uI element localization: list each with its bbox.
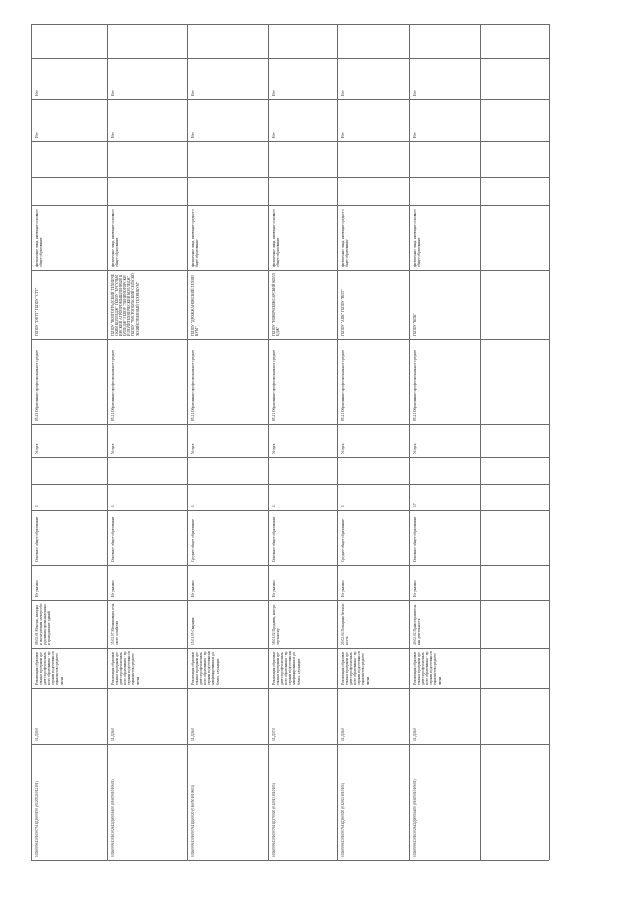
- cell-text: 1: [111, 505, 115, 507]
- table-cell: [410, 142, 479, 176]
- cell-text: 85.21 Образование профессиональное среднее: [272, 349, 276, 421]
- table-cell: [338, 566, 408, 599]
- cell-text: 11.ДЗ7.0: [272, 727, 276, 741]
- table-cell: [338, 511, 408, 564]
- cell-text: 11.ДЗ6.0: [111, 727, 115, 741]
- cell-text: 1: [35, 505, 39, 507]
- cell-text: физические лица, имеющие основное общее образование: [413, 209, 422, 267]
- cell-text: ГБПОУ "КПК": [413, 313, 417, 336]
- cell-text: ГБПОУ "ВОЛГОГРАДСКИЙ ТЕХНИЧЕСКИЙ КОЛЛЕДЖ" ГБПОУ "БУГУЛЬМИНСКИЙ АГРОПРОМЫШЛЕННЫЙ КОЛЛЕДЖ" ГБПОУ "ЛЕНИНОГОРСКИЙ ПОЛИТЕХНИЧЕСКИЙ КОЛЛЕДЖ" ГБПОУ "ЧИСТОПОЛЬСКИЙ СЕЛЬСКОХОЗЯЙСТВЕННЫЙ ТЕХНИКУМ": [111, 273, 140, 336]
- table-cell: [32, 271, 106, 338]
- table-cell: [32, 178, 106, 204]
- table-cell: [108, 178, 186, 204]
- cell-text: Не указано: [35, 580, 39, 597]
- table-cell: [188, 745, 267, 859]
- table-cell: [269, 425, 336, 456]
- cell-text: Услуга: [272, 443, 276, 454]
- table-cell: [188, 100, 267, 140]
- table-cell: [108, 485, 186, 509]
- table-cell: [188, 178, 267, 204]
- cell-text: Услуга: [111, 443, 115, 454]
- table-cell: [269, 25, 336, 57]
- cell-text: Нет: [341, 132, 345, 138]
- table-cell: [108, 59, 186, 98]
- table-cell: [269, 649, 336, 687]
- table-cell: [410, 458, 479, 483]
- cell-text: Среднее общее образование: [191, 519, 195, 562]
- cell-text: ГБПОУ "НОВОЧЕБОКСАРСКИЙ КОЛЛЕДЖ": [272, 273, 281, 336]
- table-cell: [410, 340, 479, 423]
- table-cell: [188, 59, 267, 98]
- table-cell: [410, 689, 479, 743]
- cell-text: Нет: [272, 90, 276, 96]
- table-cell: [338, 458, 408, 483]
- table-cell: [269, 689, 336, 743]
- table-cell: [108, 689, 186, 743]
- table-cell: [32, 206, 106, 269]
- table-cell: [108, 340, 186, 423]
- table-cell: [410, 745, 479, 859]
- table-cell: [338, 485, 408, 509]
- table-cell: [188, 511, 267, 564]
- table-cell: [108, 25, 186, 57]
- table-cell: [338, 649, 408, 687]
- table-cell: [32, 566, 106, 599]
- cell-text: Реализация образовательных программ среднего профессионального образования - программ подготовки квалифицированных рабочих, служащих: [272, 651, 301, 685]
- table-cell: [32, 25, 106, 57]
- cell-text: Нет: [272, 132, 276, 138]
- cell-text: 40.02.02 Правоохранительная деятельность: [413, 604, 422, 645]
- cell-text: Услуга: [413, 443, 417, 454]
- table-cell: [32, 601, 106, 647]
- table-cell: [338, 689, 408, 743]
- table-cell: [32, 59, 106, 98]
- cell-text: Нет: [413, 132, 417, 138]
- table-cell: [410, 59, 479, 98]
- table-cell: [108, 206, 186, 269]
- table-cell: [188, 649, 267, 687]
- table-cell: [269, 142, 336, 176]
- table-cell: [338, 340, 408, 423]
- table-cell: [410, 100, 479, 140]
- cell-text: физические лица, имеющие среднее общее образование: [191, 208, 200, 267]
- table-cell: [410, 601, 479, 647]
- cell-text: физические лица, имеющие основное общее образование: [35, 209, 44, 267]
- cell-text: 1026000613016302612Д60016400 (0160501010601): [111, 779, 115, 857]
- cell-text: Нет: [111, 90, 115, 96]
- table-cell: [410, 511, 479, 564]
- table-cell: [108, 458, 186, 483]
- cell-text: 08.02.01 Монтаж, наладка и эксплуатация электрооборудования промышленных и гражданских зданий: [35, 603, 52, 645]
- cell-text: 38.01.02 Продавец, контролер-кассир: [272, 604, 281, 645]
- table-cell: [108, 745, 186, 859]
- cell-text: ГБПОУ "АПК" ГБПОУ "ВПТ": [341, 289, 345, 336]
- table-cell: [338, 59, 408, 98]
- table-cell: [269, 601, 336, 647]
- table-cell: [188, 142, 267, 176]
- table-cell: [188, 271, 267, 338]
- cell-text: Не указано: [341, 580, 345, 597]
- cell-text: 85.21 Образование профессиональное среднее: [35, 349, 39, 421]
- cell-text: 1026000613016507611ДЗ70020 (0120131010101): [272, 783, 276, 857]
- cell-text: 11.ДЗ0.0: [35, 727, 39, 741]
- table-hline-17: [31, 860, 549, 861]
- cell-text: 20.02.04 Пожарная безопасность: [341, 603, 350, 645]
- table-cell: [269, 340, 336, 423]
- table-cell: [410, 25, 479, 57]
- table-cell: [32, 511, 106, 564]
- table-cell: [269, 100, 336, 140]
- table-cell: [338, 25, 408, 57]
- table-cell: [108, 142, 186, 176]
- table-cell: [188, 458, 267, 483]
- table-cell: [410, 206, 479, 269]
- table-cell: [410, 485, 479, 509]
- table-cell: [269, 485, 336, 509]
- cell-text: Услуга: [191, 443, 195, 454]
- cell-text: 11.ДЗ6.0: [191, 727, 195, 741]
- table-cell: [108, 271, 186, 338]
- cell-text: Нет: [35, 132, 39, 138]
- table-cell: [338, 601, 408, 647]
- cell-text: Не указано: [272, 580, 276, 597]
- table-vline-7: [549, 24, 550, 860]
- cell-text: 85.21 Образование профессиональное среднее: [111, 349, 115, 421]
- cell-text: Нет: [35, 90, 39, 96]
- cell-text: Основное общее образование: [272, 516, 276, 562]
- cell-text: 1026000613016507511ДЗ600150 (0120521012101): [35, 781, 39, 857]
- cell-text: Реализация образовательных программ среднего профессионального образования - программ подготовки квалифицированных рабочих, служащих: [191, 651, 220, 685]
- cell-text: 1026000613016507611Д60020 (0160501010601): [191, 784, 195, 857]
- cell-text: 1026000613016507611ДЗ60020 (0120231010101): [341, 783, 345, 857]
- table-cell: [108, 100, 186, 140]
- table-cell: [269, 178, 336, 204]
- table-cell: [410, 178, 479, 204]
- table-cell: [269, 271, 336, 338]
- table-cell: [410, 425, 479, 456]
- cell-text: Основное общее образование: [35, 516, 39, 562]
- table-cell: [188, 566, 267, 599]
- table-cell: [269, 511, 336, 564]
- table-cell: [32, 100, 106, 140]
- cell-text: 1: [191, 505, 195, 507]
- table-cell: [338, 271, 408, 338]
- table-cell: [108, 566, 186, 599]
- cell-text: Реализация образовательных программ среднего профессионального образования - программ подготовки специалистов среднего звена: [413, 651, 442, 685]
- cell-text: 11.ДЗ6.0: [413, 727, 417, 741]
- table-cell: [32, 142, 106, 176]
- cell-text: 1: [272, 505, 276, 507]
- table-vline-6: [480, 24, 481, 860]
- cell-text: 85.21 Образование профессиональное среднее: [413, 349, 417, 421]
- table-cell: [108, 649, 186, 687]
- table-cell: [188, 601, 267, 647]
- table-cell: [188, 485, 267, 509]
- cell-text: Реализация образовательных программ среднего профессионального образования - программ подготовки специалистов среднего звена: [341, 651, 370, 685]
- cell-text: Нет: [111, 132, 115, 138]
- cell-text: Нет: [413, 90, 417, 96]
- table-cell: [338, 100, 408, 140]
- table-cell: [338, 425, 408, 456]
- table-cell: [32, 745, 106, 859]
- cell-text: Не указано: [191, 580, 195, 597]
- cell-text: 85.21 Образование профессиональное среднее: [341, 349, 345, 421]
- cell-text: Нет: [341, 90, 345, 96]
- table-cell: [338, 142, 408, 176]
- cell-text: физические лица, имеющие основное общее образование: [111, 209, 120, 267]
- table-cell: [188, 340, 267, 423]
- cell-text: ГБПОУ "ОПТТ" ГБПОУ "СТТ": [35, 287, 39, 336]
- cell-text: Услуга: [35, 443, 39, 454]
- table-cell: [269, 206, 336, 269]
- cell-text: Услуга: [341, 443, 345, 454]
- cell-text: Основное общее образование: [413, 516, 417, 562]
- table-cell: [269, 566, 336, 599]
- cell-text: 15.01.05 Сварщик: [191, 617, 195, 645]
- cell-text: 1: [341, 505, 345, 507]
- cell-text: 17: [413, 503, 417, 507]
- cell-text: ГБПОУ "ДРОЖЖАНОВСКИЙ ТЕХНИКУМ": [191, 275, 200, 336]
- table-cell: [269, 745, 336, 859]
- table-cell: [269, 59, 336, 98]
- cell-text: Реализация образовательных программ среднего профессионального образования - программ подготовки специалистов среднего звена: [35, 651, 64, 685]
- table-cell: [188, 206, 267, 269]
- table-cell: [410, 566, 479, 599]
- cell-text: 11.ДЗ6.0: [341, 727, 345, 741]
- table-cell: [410, 649, 479, 687]
- table-cell: [338, 206, 408, 269]
- table-cell: [108, 425, 186, 456]
- cell-text: Нет: [191, 132, 195, 138]
- table-cell: [269, 458, 336, 483]
- table-cell: [32, 458, 106, 483]
- cell-text: Среднее общее образование: [341, 519, 345, 562]
- table-cell: [338, 178, 408, 204]
- table-cell: [188, 25, 267, 57]
- cell-text: физические лица, имеющие среднее общее образование: [341, 208, 350, 267]
- table-cell: [32, 425, 106, 456]
- table-cell: [410, 271, 479, 338]
- table-cell: [32, 485, 106, 509]
- cell-text: 85.21 Образование профессиональное среднее: [191, 349, 195, 421]
- table-cell: [108, 601, 186, 647]
- table-cell: [188, 425, 267, 456]
- cell-text: Нет: [191, 90, 195, 96]
- cell-text: Не указано: [413, 580, 417, 597]
- cell-text: Реализация образовательных программ среднего профессионального образования - программ подготовки специалистов среднего звена: [111, 651, 140, 685]
- table-cell: [338, 745, 408, 859]
- table-cell: [188, 689, 267, 743]
- cell-text: 35.02.07 Механизация сельского хозяйства: [111, 603, 120, 645]
- table-cell: [32, 649, 106, 687]
- table-cell: [108, 511, 186, 564]
- cell-text: 1026000613016302612Д60016400 (0160501010601): [413, 779, 417, 857]
- cell-text: физические лица, имеющие основное общее образование: [272, 209, 281, 267]
- cell-text: Не указано: [111, 580, 115, 597]
- table-cell: [32, 340, 106, 423]
- cell-text: Основное общее образование: [111, 516, 115, 562]
- table-cell: [32, 689, 106, 743]
